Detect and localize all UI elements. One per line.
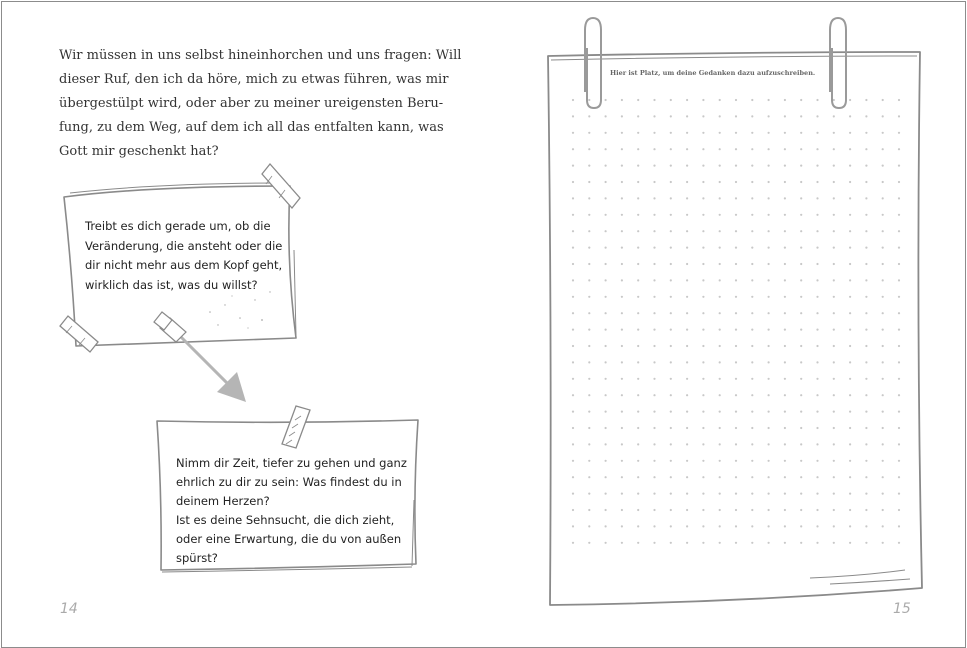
- note-line: wirklich das ist, was du willst?: [85, 277, 258, 292]
- page-number-right: 15: [893, 601, 911, 617]
- paragraph-line: fung, zu dem Weg, auf dem ich all das entfalten kann, was: [59, 120, 444, 135]
- paper-hint: Hier ist Platz, um deine Gedanken dazu aufzuschreiben.: [610, 69, 816, 77]
- note-line: spürst?: [176, 551, 218, 565]
- paragraph-line: übergestülpt wird, oder aber zu meiner ureigensten Beru-: [59, 96, 444, 111]
- note-2-text: [176, 454, 406, 568]
- notepaper: [548, 52, 922, 605]
- note-line: dir nicht mehr aus dem Kopf geht,: [85, 258, 283, 272]
- note-line: deinem Herzen?: [176, 494, 270, 508]
- body-paragraph: [59, 44, 462, 164]
- note-line: ehrlich zu dir zu sein: Was findest du in: [176, 475, 402, 489]
- note-line: Veränderung, die ansteht oder die: [85, 238, 283, 253]
- note-line: Treibt es dich gerade um, ob die: [85, 219, 271, 233]
- note-1-text: [85, 217, 290, 295]
- paragraph-line: Wir müssen in uns selbst hineinhorchen und uns fragen: Will: [59, 48, 462, 63]
- note-line: Ist es deine Sehnsucht, die dich zieht,: [176, 513, 395, 527]
- note-line: oder eine Erwartung, die du von außen: [176, 532, 402, 546]
- paragraph-line: dieser Ruf, den ich da höre, mich zu etwas führen, was mir: [59, 72, 449, 87]
- paragraph-line: Gott mir geschenkt hat?: [59, 144, 219, 159]
- note-line: Nimm dir Zeit, tiefer zu gehen und ganz: [176, 456, 407, 470]
- page-number-left: 14: [60, 601, 78, 617]
